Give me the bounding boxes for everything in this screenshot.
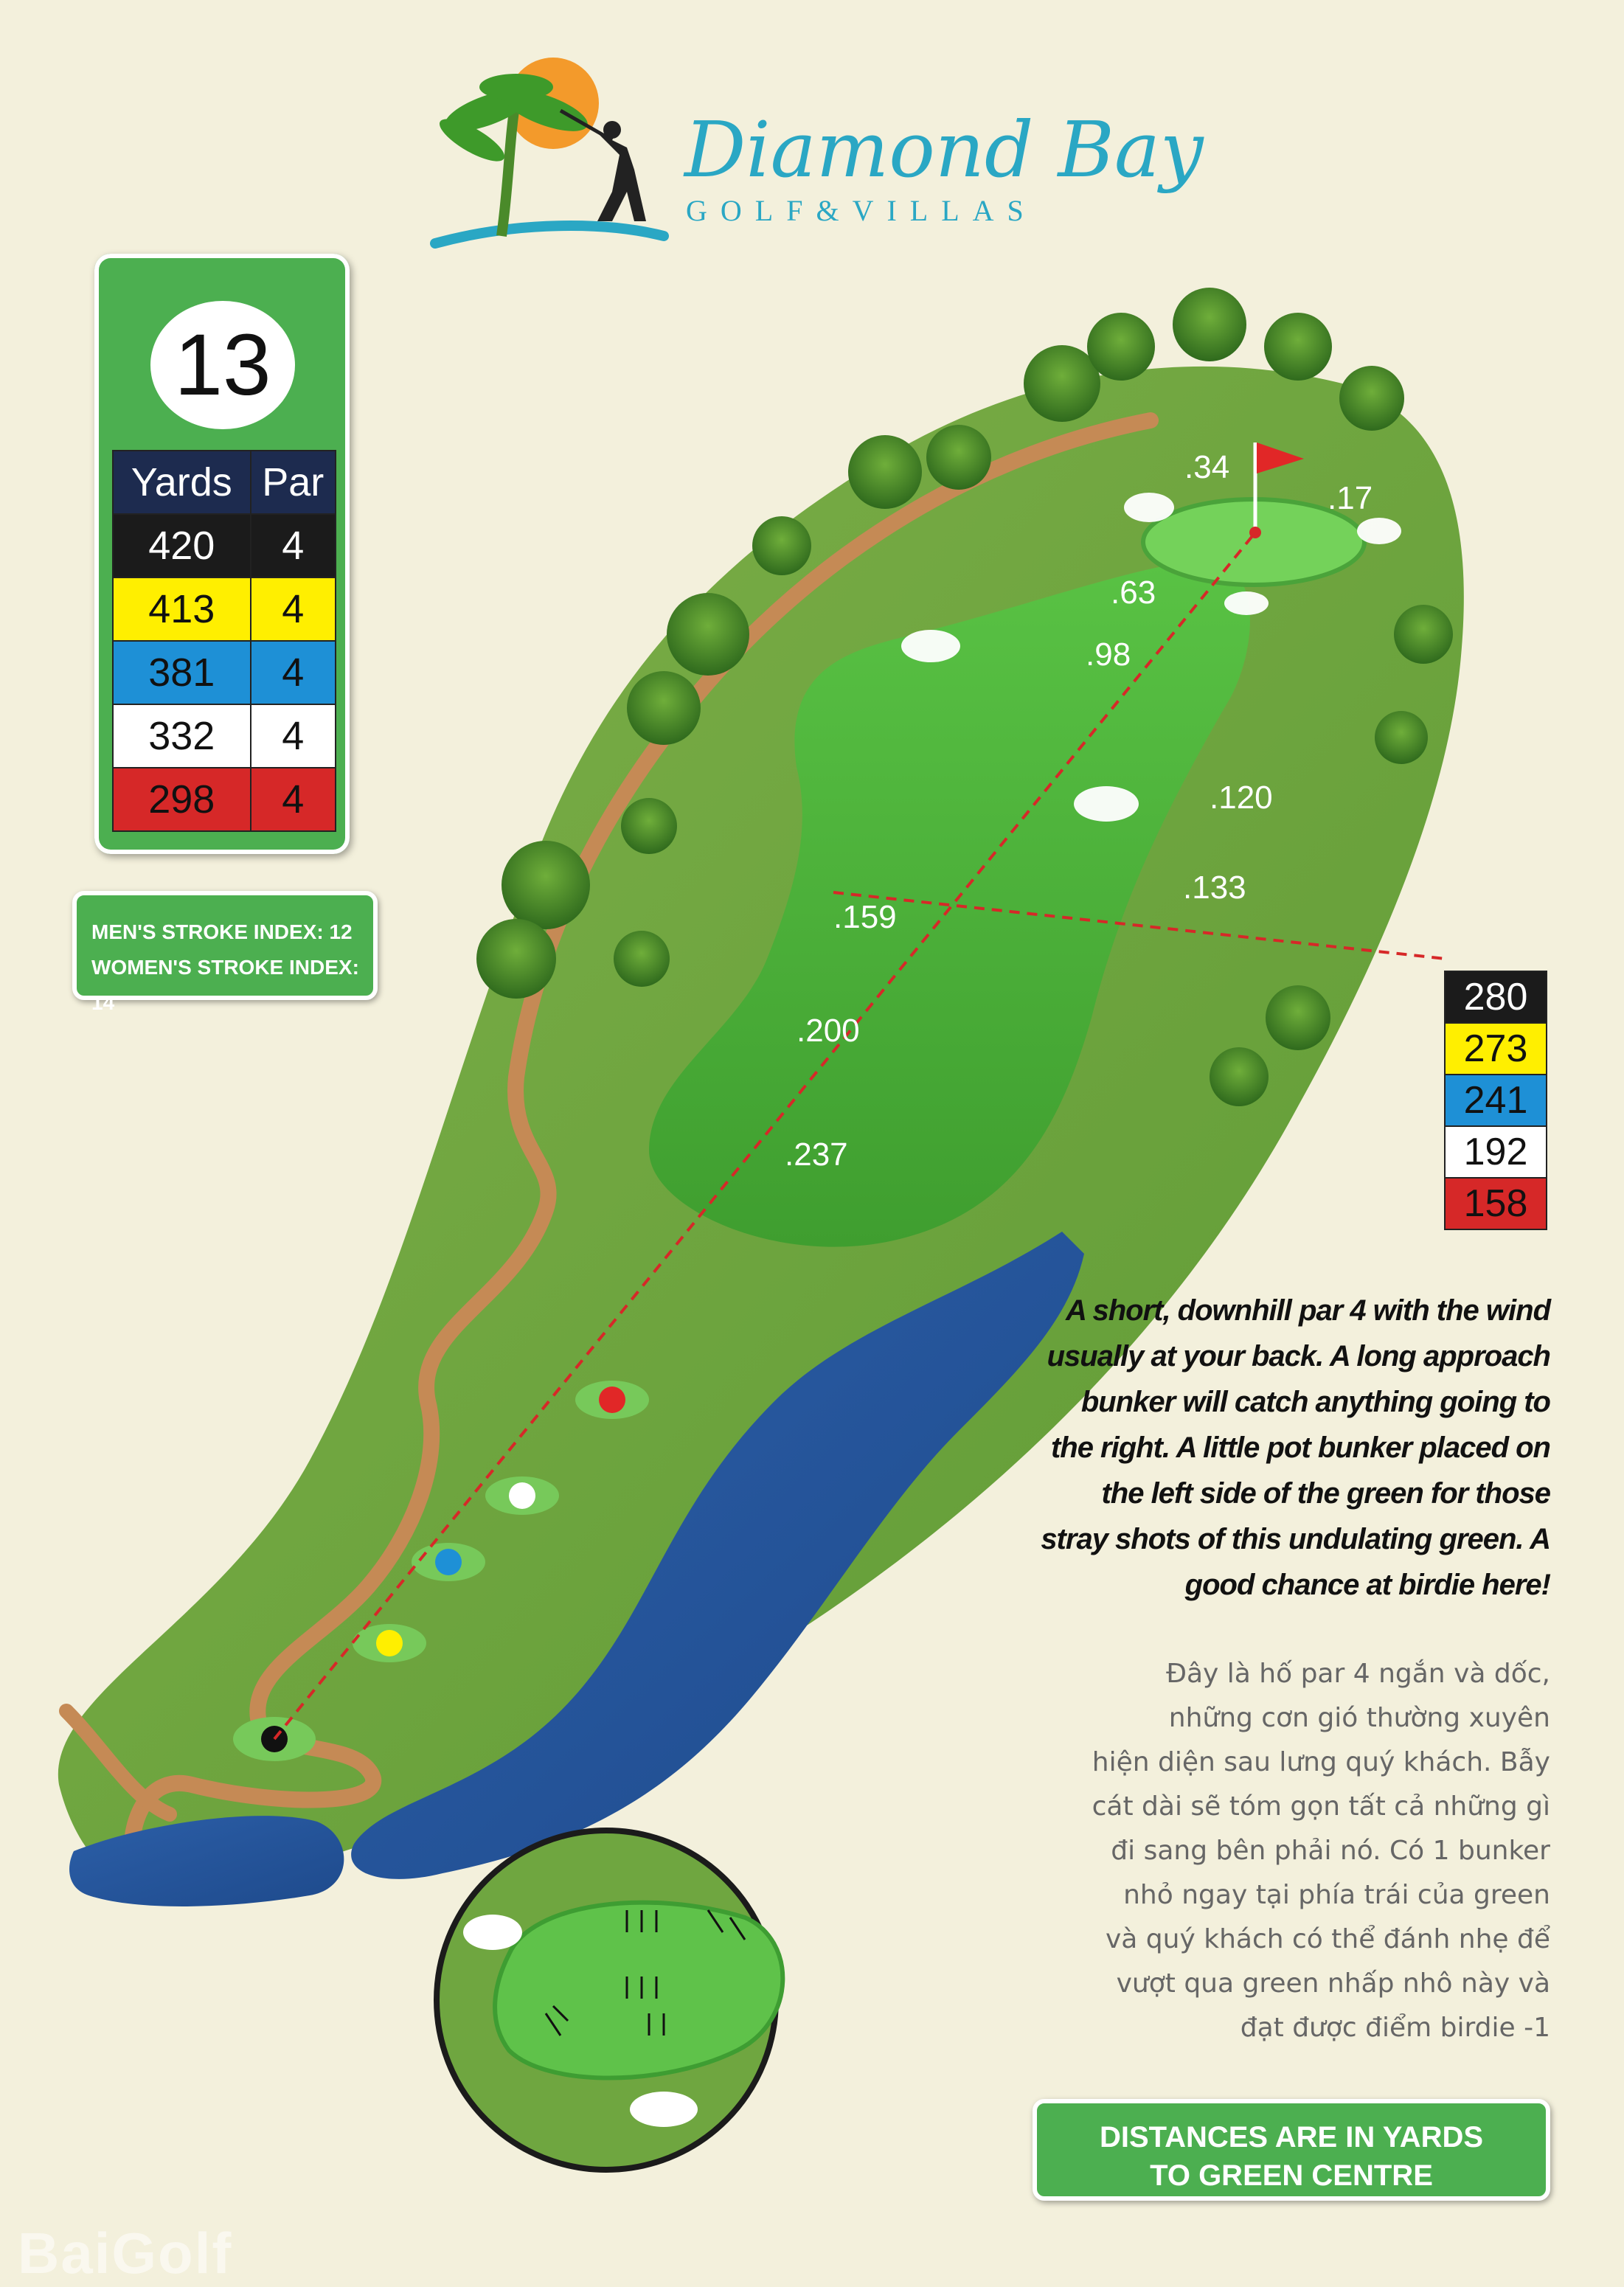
yardage-marker: .200 (797, 1013, 860, 1049)
description-english (1018, 1288, 1550, 1608)
brand-subtitle: GOLF&VILLAS (686, 194, 1037, 227)
yardage-marker: .63 (1111, 575, 1156, 611)
carry-white: 192 (1445, 1126, 1547, 1178)
description-line: những cơn gió thường xuyên (1168, 1703, 1550, 1733)
yardage-marker: .34 (1184, 449, 1230, 485)
description-line: Đây là hố par 4 ngắn và dốc, (1166, 1659, 1550, 1689)
description-line: bunker will catch anything going to (1080, 1386, 1550, 1418)
hole-number: 13 (150, 301, 295, 429)
carry-yellow: 273 (1445, 1023, 1547, 1075)
description-line: usually at your back. A long approach (1047, 1340, 1550, 1372)
scorecard-row-black (113, 514, 336, 577)
scorecard-row-white (113, 704, 336, 768)
yardage-marker: .98 (1086, 636, 1131, 673)
description-line: cát dài sẽ tóm gọn tất cả những gì (1092, 1791, 1550, 1822)
mens-stroke-index: MEN'S STROKE INDEX: 12 (91, 920, 353, 943)
carry-red: 158 (1445, 1178, 1547, 1229)
description-line: stray shots of this undulating green. A (1041, 1523, 1550, 1555)
yards-header: Yards (113, 451, 251, 514)
yardage-marker: .133 (1183, 870, 1246, 906)
par-cell: 4 (251, 514, 336, 577)
yards-cell: 420 (113, 514, 251, 577)
description-line: vượt qua green nhấp nhô này và (1116, 1968, 1550, 1999)
par-cell: 4 (251, 577, 336, 641)
description-line: the right. A little pot bunker placed on (1050, 1431, 1550, 1464)
yards-cell: 332 (113, 704, 251, 768)
description-line: the left side of the green for those (1101, 1477, 1550, 1510)
yardage-marker: .17 (1328, 480, 1373, 516)
description-line: good chance at birdie here! (1184, 1569, 1550, 1601)
description-vietnamese (1018, 1652, 1550, 2050)
notice-line-1: DISTANCES ARE IN YARDS (1099, 2121, 1484, 2154)
carry-blue: 241 (1445, 1075, 1547, 1126)
stroke-index-box (72, 891, 378, 1014)
description-line: đạt được điểm birdie -1 (1240, 2013, 1550, 2043)
scorecard-row-red (113, 768, 336, 831)
yards-cell: 413 (113, 577, 251, 641)
scorecard-table (112, 450, 336, 832)
par-header: Par (251, 451, 336, 514)
notice-line-2: TO GREEN CENTRE (1150, 2159, 1433, 2192)
yardage-marker: .120 (1210, 780, 1273, 816)
womens-stroke-index: WOMEN'S STROKE INDEX: 14 (91, 956, 359, 1014)
description-line: hiện diện sau lưng quý khách. Bẫy (1092, 1747, 1550, 1777)
brand-name: Diamond Bay (684, 105, 1204, 195)
green-detail-inset (437, 1830, 782, 2170)
brand-logo-graphic (434, 58, 664, 243)
description-line: và quý khách có thể đánh nhẹ để (1106, 1924, 1550, 1954)
yardage-marker: .159 (833, 899, 897, 935)
yardage-marker: .237 (785, 1136, 848, 1173)
par-cell: 4 (251, 641, 336, 704)
par-cell: 4 (251, 768, 336, 831)
carry-distance-table (1444, 971, 1547, 1230)
scorecard-row-blue (113, 641, 336, 704)
yards-cell: 381 (113, 641, 251, 704)
scorecard-header (113, 451, 336, 514)
watermark: BaiGolf (18, 2221, 233, 2286)
description-line: nhỏ ngay tại phía trái của green (1123, 1880, 1550, 1910)
par-cell: 4 (251, 704, 336, 768)
carry-black: 280 (1445, 971, 1547, 1023)
distance-notice (1033, 2099, 1550, 2201)
yards-cell: 298 (113, 768, 251, 831)
description-line: đi sang bên phải nó. Có 1 bunker (1111, 1836, 1550, 1866)
description-line: A short, downhill par 4 with the wind (1065, 1294, 1550, 1327)
scorecard-row-yellow (113, 577, 336, 641)
